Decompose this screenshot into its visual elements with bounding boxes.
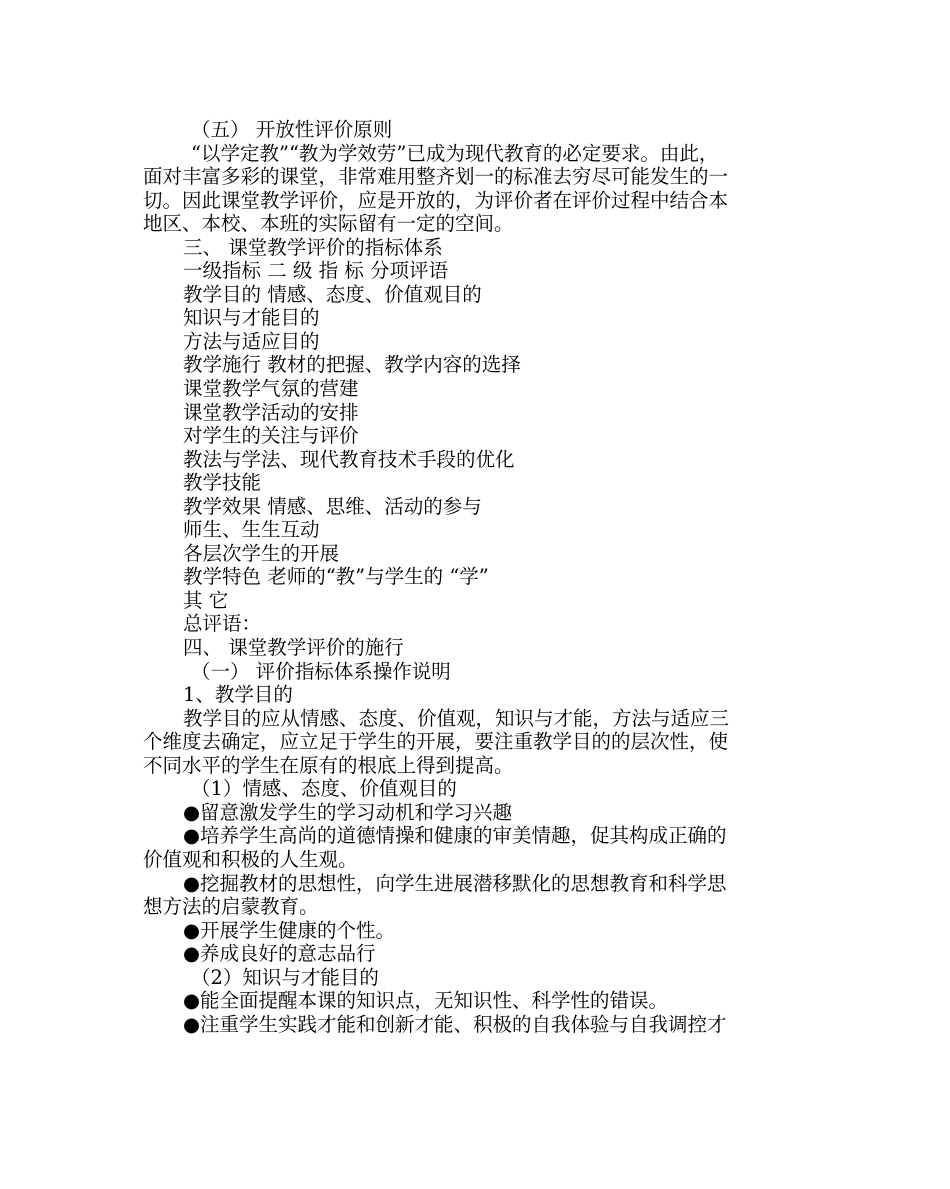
bullet-line: ●开展学生健康的个性。 bbox=[183, 918, 396, 942]
paragraph-line: 不同水平的学生在原有的根底上得到提高。 bbox=[143, 753, 514, 777]
section-heading: （五） 开放性评价原则 bbox=[191, 118, 393, 141]
table-row-line: 教学特色 老师的“教”与学生的 “学” bbox=[183, 565, 489, 589]
table-row-line: 课堂教学气氛的营建 bbox=[183, 377, 359, 401]
table-row-line: 其 它 bbox=[183, 588, 229, 612]
table-row-line: 课堂教学活动的安排 bbox=[183, 400, 359, 424]
table-row-line: 方法与适应目的 bbox=[183, 329, 320, 353]
bullet-line: ●养成良好的意志品行 bbox=[183, 942, 376, 966]
table-row-line: 教学效果 情感、思维、活动的参与 bbox=[183, 494, 482, 518]
table-row-line: 师生、生生互动 bbox=[183, 518, 320, 542]
table-row-line: 教学施行 教材的把握、教学内容的选择 bbox=[183, 353, 521, 377]
paragraph-line: 面对丰富多彩的课堂，非常难用整齐划一的标准去穷尽可能发生的一 bbox=[143, 165, 729, 189]
table-row-line: 各层次学生的开展 bbox=[183, 541, 340, 565]
section-heading: 四、 课堂教学评价的施行 bbox=[183, 636, 404, 660]
paragraph-line: “以学定教”“教为学效劳”已成为现代教育的必定要求。由此， bbox=[191, 141, 719, 165]
document-page bbox=[143, 118, 823, 1036]
paragraph-line: 教学目的应从情感、态度、价值观，知识与才能，方法与适应三 bbox=[183, 706, 730, 730]
subsection-heading: 1、教学目的 bbox=[183, 683, 293, 707]
bullet-line: ●挖掘教材的思想性，向学生进展潜移默化的思想教育和科学思 bbox=[183, 871, 727, 895]
table-row-line: 教学技能 bbox=[183, 471, 262, 495]
subsection-heading: （一） 评价指标体系操作说明 bbox=[191, 659, 451, 683]
bullet-line: ●培养学生高尚的道德情操和健康的审美情趣，促其构成正确的 bbox=[183, 824, 727, 848]
table-row-line: 知识与才能目的 bbox=[183, 306, 320, 330]
table-row-line: 对学生的关注与评价 bbox=[183, 424, 359, 448]
bullet-line: ●能全面提醒本课的知识点，无知识性、科学性的错误。 bbox=[183, 989, 669, 1013]
paragraph-line: 想方法的启蒙教育。 bbox=[143, 895, 319, 919]
table-row-line: 教法与学法、现代教育技术手段的优化 bbox=[183, 447, 515, 471]
paragraph-line: 价值观和积极的人生观。 bbox=[143, 847, 358, 871]
bullet-line: ●留意激发学生的学习动机和学习兴趣 bbox=[183, 800, 513, 824]
table-row-line: 教学目的 情感、态度、价值观目的 bbox=[183, 282, 482, 306]
section-heading: 三、 课堂教学评价的指标体系 bbox=[183, 235, 443, 259]
table-row-line: 总评语： bbox=[183, 612, 262, 636]
subsection-heading: （2）知识与才能目的 bbox=[191, 965, 379, 989]
subsection-heading: （1）情感、态度、价值观目的 bbox=[191, 777, 457, 801]
paragraph-line: 地区、本校、本班的实际留有一定的空间。 bbox=[143, 212, 514, 236]
paragraph-line: 切。因此课堂教学评价，应是开放的，为评价者在评价过程中结合本 bbox=[143, 188, 729, 212]
table-header-line: 一级指标 二 级 指 标 分项评语 bbox=[183, 259, 448, 283]
paragraph-line: 个维度去确定，应立足于学生的开展，要注重教学目的的层次性，使 bbox=[143, 730, 729, 754]
bullet-line: ●注重学生实践才能和创新才能、积极的自我体验与自我调控才 bbox=[183, 1012, 727, 1036]
